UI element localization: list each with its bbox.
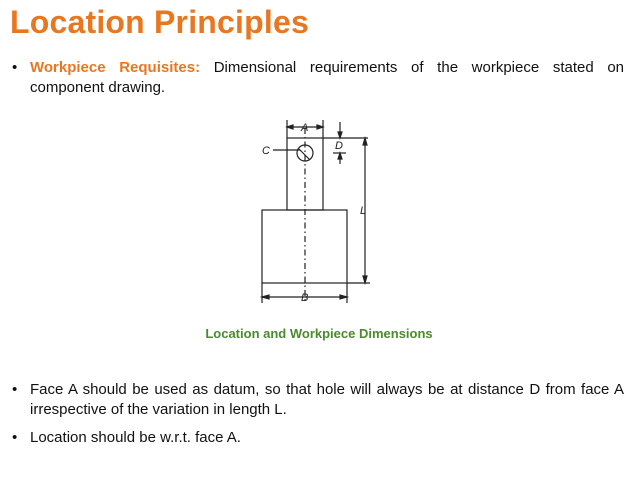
figure-caption: Location and Workpiece Dimensions: [205, 326, 433, 341]
label-a: A: [301, 122, 309, 134]
dim-a-arrow-left: [287, 125, 293, 129]
label-b: B: [301, 292, 309, 304]
dim-b-arrow-right: [340, 295, 347, 299]
dim-l-arrow-top: [363, 138, 367, 145]
bullet-text: Location should be w.r.t. face A.: [30, 429, 241, 446]
bullet-body: Dimensional requirements of the workpiece stated on component drawing.: [30, 59, 625, 96]
dim-l-arrow-bottom: [363, 276, 367, 283]
dim-d-arrow-top: [338, 132, 342, 138]
bullet-face-a-datum: [12, 380, 624, 420]
label-l: L: [360, 205, 367, 217]
bullet-label: Workpiece Requisites:: [30, 59, 201, 76]
dim-d-arrow-bot: [338, 153, 342, 159]
label-c: C: [262, 145, 270, 157]
slide-title: Location Principles: [10, 4, 309, 40]
dim-b-arrow-left: [262, 295, 269, 299]
label-d: D: [335, 140, 343, 152]
dim-a-arrow-right: [317, 125, 323, 129]
bullet-location-face-a: [12, 428, 624, 448]
bullet-text: Face A should be used as datum, so that hole will always be at distance D from face A irrespective of the variation in length L.: [30, 381, 624, 418]
bullet-marker: •: [12, 381, 18, 398]
bullet-marker: •: [12, 59, 18, 76]
bullet-marker: •: [12, 429, 18, 446]
